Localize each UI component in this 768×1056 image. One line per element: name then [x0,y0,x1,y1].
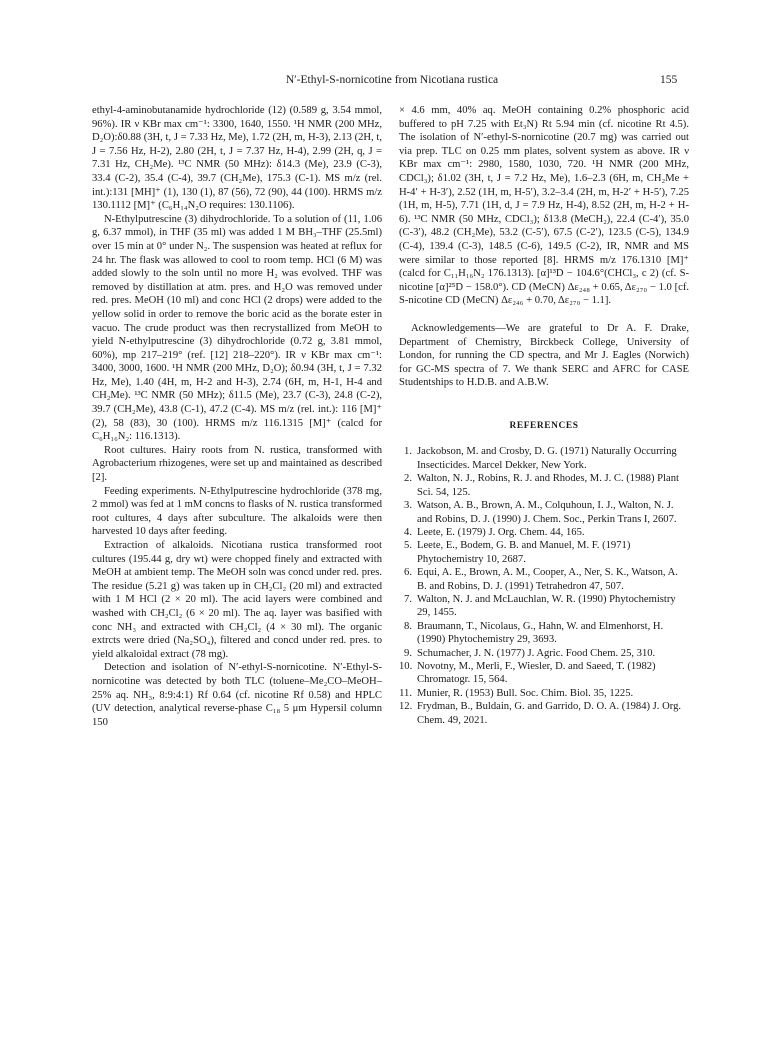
paragraph: Root cultures. Hairy roots from N. rustica, transformed with Agrobacterium rhizogenes, were set up and maintained as described [2]. [92,444,382,484]
reference-item [399,620,689,647]
reference-item [399,660,689,687]
paragraph: Feeding experiments. N-Ethylputrescine hydrochloride (378 mg, 2 mmol) was fed at 1 mM concns to flasks of N. rustica transformed root cultures, 4 days after subculture. The alkaloids were then harvested 10 days after feeding. [92,485,382,538]
paragraph: Extraction of alkaloids. Nicotiana rustica transformed root cultures (195.44 g, dry wt) were chopped finely and extracted with MeOH at ambient temp. The MeOH soln was concd under red. pres. The residue (5.21 g) was taken up in CH₂Cl₂ (20 ml) and extracted with 1 M HCl (2 × 20 ml). The acid layers were combined and washed with CH₂Cl₂ (6 × 20 ml). The aq. layer was basified with conc NH₃ and extracted with CH₂Cl₂ (4 × 30 ml). The organic extrcts were dried (Na₂SO₄), filtered and concd under red. pres. to yield alkaloidal extract (78 mg). [92,540,382,660]
reference-item [399,539,689,566]
running-title: N′-Ethyl-S-nornicotine from Nicotiana rustica [285,74,499,86]
reference-number: 7. [404,593,412,605]
paragraph: N-Ethylputrescine (3) dihydrochloride. To a solution of (11, 1.06 g, 6.37 mmol), in THF (35 ml) was added 1 M BH₃–THF (25.5ml) over 15 min at 0° under N₂. The suspension was heated at reflux for 24 hr. The flask was allowed to cool to room temp. HCl (6 M) was added slowly to the soln until no more H₂ was evolved. THF was removed by distillation at atm. pres. and H₂O was removed under red. pres. MeOH (10 ml) and conc HCl (2 drops) were added to the yellow solid in order to remove the boric acid as the borate ester in vacuo. The crude product was then recrystallized from MeOH to yield N-ethylputrescine (3) dihydrochloride (0.72 g, 3.81 mmol, 60%), mp 217–219° (ref. [12] 218–220°). IR ν KBr max cm⁻¹: 3400, 3000, 1600. ¹H NMR (200 MHz, D₂O); δ0.94 (3H, t, J = 7.32 Hz, Me), 1.40 (4H, m, H-2 and H-3), 2.74 (6H, m, H-1, H-4 and CH₂Me). ¹³C NMR (50 MHz); δ11.5 (Me), 23.7 (C-3), 24.8 (C-2), 39.7 (CH₂Me), 43.8 (C-1), 47.2 (C-4). MS m/z (rel. int.): 116 [M]⁺ (2), 58 (83), 30 (100). HRMS m/z 116.1315 [M]⁺ (calcd for C₆H₁₆N₂: 116.1313). [92,213,382,443]
reference-number: 9. [404,647,412,659]
paragraph: × 4.6 mm, 40% aq. MeOH containing 0.2% phosphoric acid buffered to pH 7.25 with Et₃N) Rt 5.94 min (cf. nicotine Rt 4.5). The isolation of N′-ethyl-S-nornicotine (20.7 mg) was carried out via prep. TLC on 0.25 mm plates, solvent system as above. IR ν KBr max cm⁻¹: 2980, 1580, 1030, 720. ¹H NMR (200 MHz, CDCl₃); δ1.02 (3H, t, J = 7.2 Hz, Me), 1.6–2.3 (6H, m, CH₂Me + H-4′ + H-3′), 2.52 (1H, m, H-5′), 3.2–3.4 (2H, m, H-2′ + H-5′), 7.25 (1H, m, H-5), 7.71 (1H, d, J = 7.9 Hz, H-4), 8.52 (2H, m, H-2 + H-6). ¹³C NMR (50 MHz, CDCl₃); δ13.8 (MeCH₂), 22.4 (C-4′), 35.0 (C-3′), 48.2 (CH₂Me), 53.2 (C-5′), 67.5 (C-2′), 123.5 (C-5), 134.9 (C-4), 139.4 (C-3), 148.5 (C-6), 149.5 (C-2), IR, NMR and MS were similar to those reported [8]. HRMS m/z 176.1310 [M]⁺ (calcd for C₁₁H₁₆N₂ 176.1313). [α]¹³D − 104.6°(CHCl₃, c 2) (cf. S-nicotine [α]²⁵D − 158.0°). CD (MeCN) Δε₂₄₈ + 0.65, Δε₂₇₀ − 1.0 [cf. S-nicotine CD (MeCN) Δε₂₄₆ + 0.70, Δε₂₇₀ − 1.1]. [399,105,689,307]
page-number: 155 [660,74,678,86]
reference-list [399,445,689,727]
reference-number: 4. [404,526,412,538]
reference-text: Leete, E., Bodem, G. B. and Manuel, M. F. (1971) Phytochemistry 10, 2687. [417,540,631,565]
reference-number: 6. [404,567,412,579]
reference-text: Munier, R. (1953) Bull. Soc. Chim. Biol. 35, 1225. [417,687,634,699]
reference-text: Equi, A. E., Brown, A. M., Cooper, A., Ner, S. K., Watson, A. B. and Robins, D. J. (1991) Tetrahedron 47, 507. [417,567,678,592]
reference-text: Watson, A. B., Brown, A. M., Colquhoun, I. J., Walton, N. J. and Robins, D. J. (1990) J. Chem. Soc., Perkin Trans I, 2607. [417,500,677,525]
reference-number: 12. [399,701,413,713]
reference-text: Walton, N. J. and McLauchlan, W. R. (1990) Phytochemistry 29, 1455. [417,593,676,619]
reference-number: 3. [404,500,412,512]
right-column [399,104,689,727]
reference-number: 1. [404,446,412,458]
reference-text: Walton, N. J., Robins, R. J. and Rhodes, M. J. C. (1988) Plant Sci. 54, 125. [417,473,679,498]
reference-item [399,700,689,727]
reference-item [399,445,689,472]
reference-number: 5. [404,540,412,552]
reference-text: Braumann, T., Nicolaus, G., Hahn, W. and Elmenhorst, H. (1990) Phytochemistry 29, 3693. [417,620,664,646]
reference-number: 10. [399,660,413,672]
reference-item [399,593,689,620]
reference-item [399,499,689,526]
paragraph: Detection and isolation of N′-ethyl-S-nornicotine. N′-Ethyl-S-nornicotine was detected by both TLC (toluene–Me₂CO–MeOH–25% aq. NH₃, 8:9:4:1) Rf 0.64 (cf. nicotine Rf 0.58) and HPLC (UV detection, analytical reverse-phase C₁₈ 5 μm Hypersil column 150 [92,662,382,728]
reference-text: Frydman, B., Buldain, G. and Garrido, D. O. A. (1984) J. Org. Chem. 49, 2021. [417,701,682,726]
left-column [92,104,382,729]
acknowledgements: Acknowledgements—We are grateful to Dr A. F. Drake, Department of Chemistry, Birckbeck College, University of London, for running the CD spectra, and Mr J. Eagles (Norwich) for GC-MS spectra of 7. We thank SERC and AFRC for CASE Studentships to H.D.B. and A.B.W. [399,322,689,389]
reference-item [399,647,689,660]
reference-text: Novotny, M., Merli, F., Wiesler, D. and Saeed, T. (1982) Chromatogr. 15, 564. [417,660,656,686]
reference-number: 2. [404,473,412,485]
references-heading: REFERENCES [509,420,579,431]
reference-item [399,526,689,539]
reference-text: Schumacher, J. N. (1977) J. Agric. Food Chem. 25, 310. [417,647,656,659]
paragraph: ethyl-4-aminobutanamide hydrochloride (12) (0.589 g, 3.54 mmol, 96%). IR ν KBr max cm⁻¹: 3300, 1640, 1550. ¹H NMR (200 MHz, D₂O):δ0.88 (3H, t, J = 7.33 Hz, Me), 1.72 (2H, m, H-3), 2.13 (2H, t, J = 7.56 Hz, H-2), 2.80 (2H, t, J = 7.37 Hz, H-4), 2.99 (2H, q, J = 7.31 Hz, CH₂Me). ¹³C NMR (50 MHz): δ14.3 (Me), 23.9 (C-3), 33.4 (C-2), 35.4 (C-4), 39.7 (CH₂Me), 175.3 (C-1). MS m/z (rel. int.):131 [MH]⁺ (1), 130 (1), 87 (56), 72 (90), 44 (100). HRMS m/z 130.1112 [M]⁺ (C₆H₁₄N₂O requires: 130.1106). [92,105,382,212]
reference-item [399,687,689,700]
reference-text: Jackobson, M. and Crosby, D. G. (1971) Naturally Occurring Insecticides. Marcel Dekker, New York. [417,446,677,471]
reference-item [399,566,689,593]
reference-number: 8. [404,620,412,632]
reference-item [399,472,689,499]
reference-text: Leete, E. (1979) J. Org. Chem. 44, 165. [417,526,585,538]
reference-number: 11. [399,687,412,699]
